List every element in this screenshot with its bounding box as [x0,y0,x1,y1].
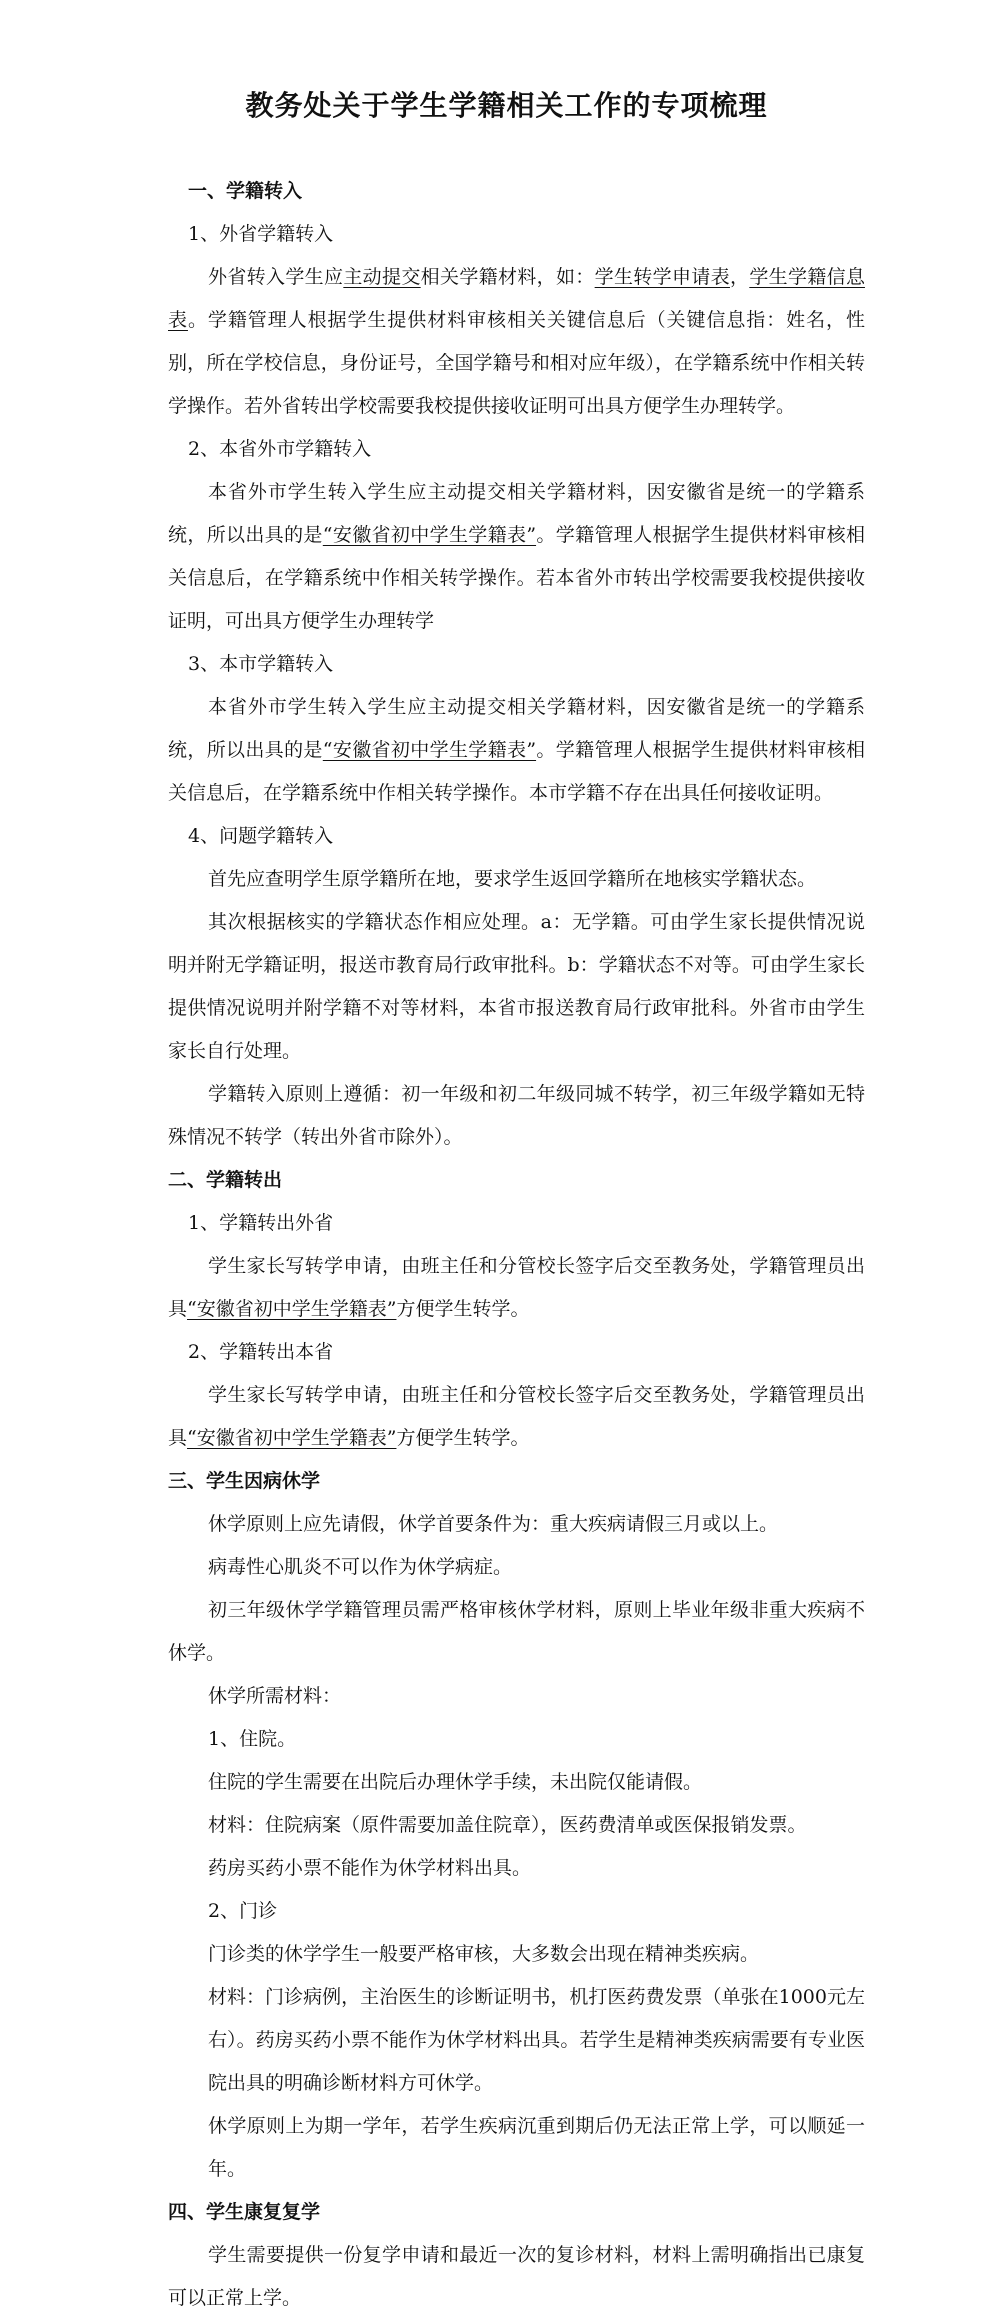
underlined-form-name: 学生学籍信息表 [168,266,865,332]
section-heading-transfer-in: 一、学籍转入 [188,180,303,203]
text: 方便学生转学。 [396,1427,530,1450]
paragraph-outpatient-1: 门诊类的休学学生一般要严格审核，大多数会出现在精神类疾病。 [208,1943,760,1966]
paragraph-hospitalized-3: 药房买药小票不能作为休学材料出具。 [208,1857,532,1880]
underlined-form-name: “安徽省初中学生学籍表” [322,739,537,762]
subsection-heading-problem-records: 4、问题学籍转入 [188,825,334,848]
paragraph-sick-leave-5: 休学原则上为期一学年，若学生疾病沉重到期后仍无法正常上学，可以顺延一年。 [208,2115,865,2181]
subsection-heading-other-province: 1、外省学籍转入 [188,223,334,246]
underlined-form-name: “安徽省初中学生学籍表” [187,1298,397,1321]
paragraph-same-city [168,686,865,815]
document-title: 教务处关于学生学籍相关工作的专项梳理 [245,89,768,122]
text: 。学籍管理人根据学生提供材料审核相关关键信息后（关键信息指：姓名，性别，所在学校信息，身份证号，全国学籍号和相对应年级），在学籍系统中作相关转学操作。若外省转出学校需要我校提供接收证明可出具方便学生办理转学。 [168,309,865,418]
underlined-form-name: “安徽省初中学生学籍表” [187,1427,397,1450]
subsection-heading-within-province: 2、学籍转出本省 [188,1341,334,1364]
text: 方便学生转学。 [396,1298,530,1321]
paragraph-problem-records-3: 学籍转入原则上遵循：初一年级和初二年级同城不转学，初三年级学籍如无特殊情况不转学（转出外省市除外）。 [168,1083,865,1149]
text: 。学籍管理人根据学生提供材料审核相关信息后，在学籍系统中作相关转学操作。本市学籍不存在出具任何接收证明。 [168,739,865,805]
paragraph-sick-leave-3: 初三年级休学学籍管理员需严格审核休学材料，原则上毕业年级非重大疾病不休学。 [168,1599,865,1665]
text: ， [729,266,750,289]
underlined-form-name: 学生转学申请表 [594,266,730,289]
paragraph-hospitalized-1: 住院的学生需要在出院后办理休学手续，未出院仅能请假。 [208,1771,703,1794]
paragraph-other-province [168,256,865,428]
section-heading-transfer-out: 二、学籍转出 [168,1169,283,1192]
subsection-heading-out-of-province: 1、学籍转出外省 [188,1212,334,1235]
paragraph-within-province [168,1374,865,1460]
paragraph-sick-leave-4: 休学所需材料： [208,1685,342,1708]
section-heading-sick-leave: 三、学生因病休学 [168,1470,321,1493]
text: 学生家长写转学申请，由班主任和分管校长签字后交至教务处，学籍管理员出具 [168,1255,865,1321]
subsection-heading-same-province-other-city: 2、本省外市学籍转入 [188,438,372,461]
paragraph-problem-records-2: 其次根据核实的学籍状态作相应处理。a：无学籍。可由学生家长提供情况说明并附无学籍证明，报送市教育局行政审批科。b：学籍状态不对等。可由学生家长提供情况说明并附学籍不对等材料，本省市报送教育局行政审批科。外省市由学生家长自行处理。 [168,911,865,1063]
underlined-text: 主动提交 [343,266,421,289]
text: 本省外市学生转入学生应主动提交相关学籍材料，因安徽省是统一的学籍系统，所以出具的是 [168,481,865,547]
paragraph-hospitalized-2: 材料：住院病案（原件需要加盖住院章），医药费清单或医保报销发票。 [208,1814,807,1837]
text: 相关学籍材料，如： [420,266,595,289]
list-item-hospitalized: 1、住院。 [208,1728,297,1751]
section-heading-return-to-school: 四、学生康复复学 [168,2201,321,2224]
text: 本省外市学生转入学生应主动提交相关学籍材料，因安徽省是统一的学籍系统，所以出具的是 [168,696,865,762]
paragraph-outpatient-2: 材料：门诊病例，主治医生的诊断证明书，机打医药费发票（单张在1000元左右）。药房买药小票不能作为休学材料出具。若学生是精神类疾病需要有专业医院出具的明确诊断材料方可休学。 [208,1986,865,2095]
subsection-heading-same-city: 3、本市学籍转入 [188,653,334,676]
text: 。学籍管理人根据学生提供材料审核相关信息后，在学籍系统中作相关转学操作。若本省外市转出学校需要我校提供接收证明，可出具方便学生办理转学 [168,524,865,633]
paragraph-sick-leave-2: 病毒性心肌炎不可以作为休学病症。 [208,1556,513,1579]
paragraph-sick-leave-1: 休学原则上应先请假，休学首要条件为：重大疾病请假三月或以上。 [208,1513,779,1536]
text: 学生家长写转学申请，由班主任和分管校长签字后交至教务处，学籍管理员出具 [168,1384,865,1450]
paragraph-out-of-province [168,1245,865,1331]
paragraph-same-province-other-city [168,471,865,643]
list-item-outpatient: 2、门诊 [208,1900,278,1923]
paragraph-return-to-school: 学生需要提供一份复学申请和最近一次的复诊材料，材料上需明确指出已康复可以正常上学。 [168,2244,865,2310]
paragraph-problem-records-1: 首先应查明学生原学籍所在地，要求学生返回学籍所在地核实学籍状态。 [208,868,817,891]
underlined-form-name: “安徽省初中学生学籍表” [322,524,537,547]
text: 外省转入学生应 [208,266,344,289]
